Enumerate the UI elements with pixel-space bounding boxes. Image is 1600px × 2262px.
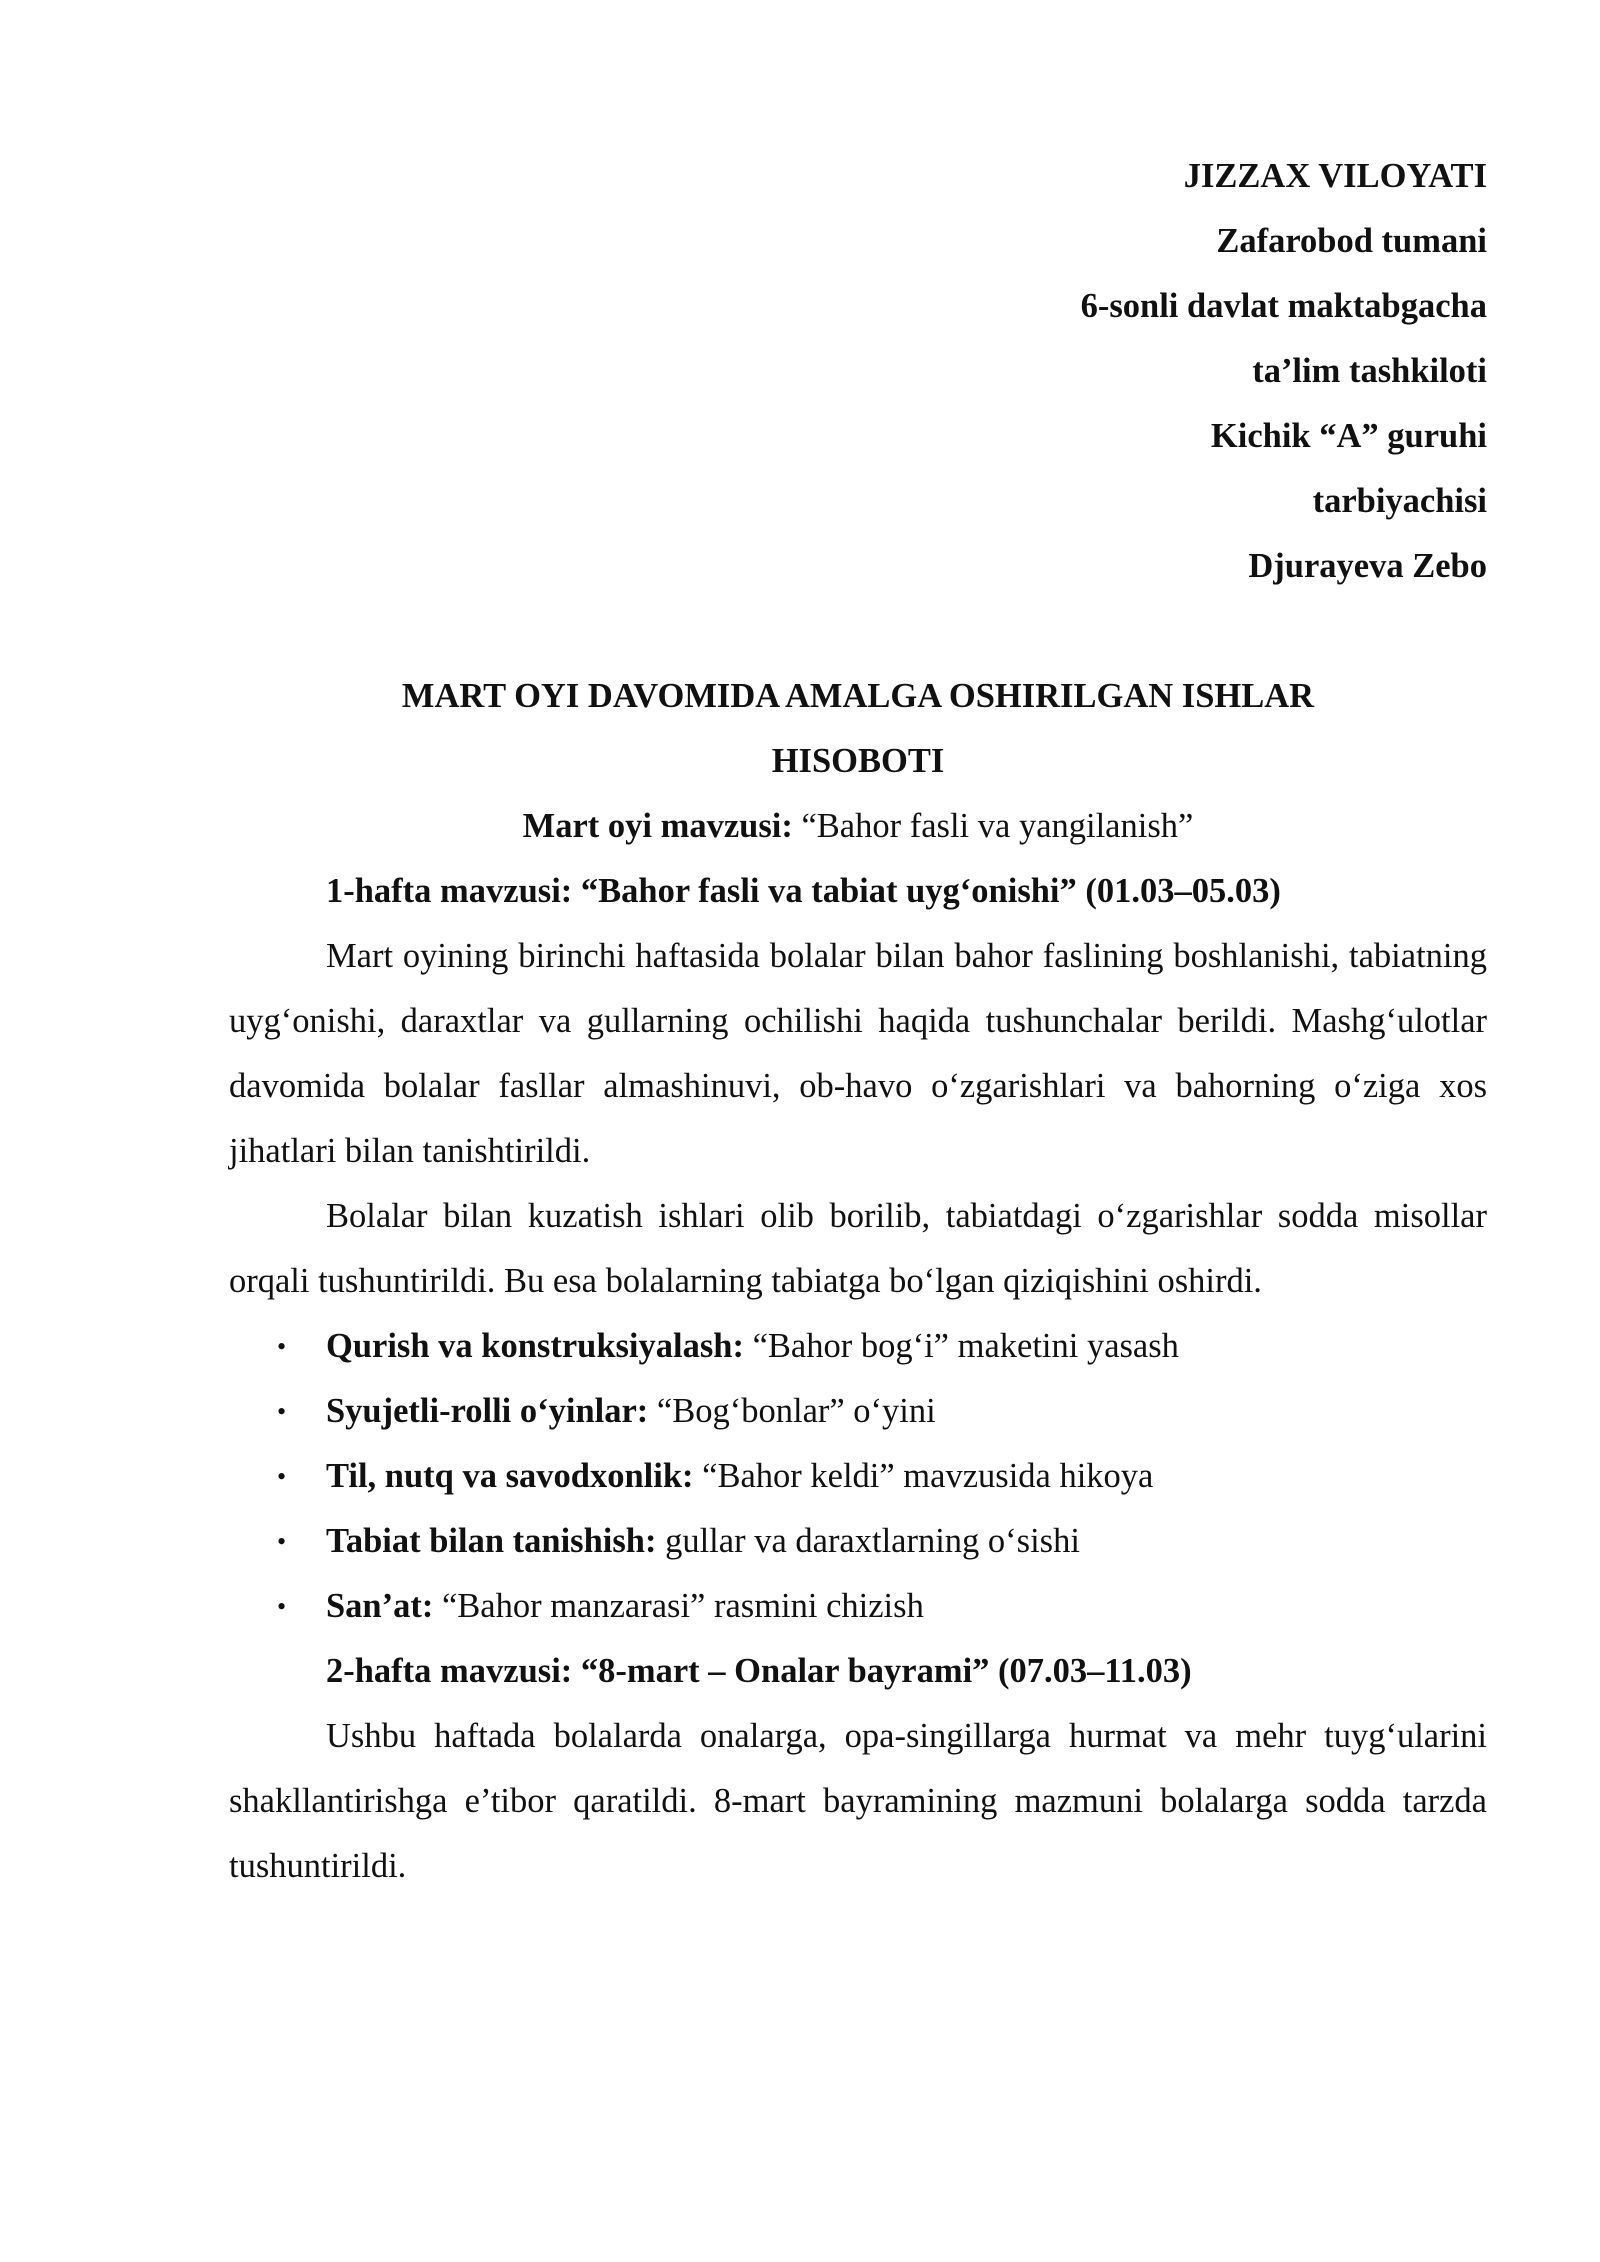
header-line-region: JIZZAX VILOYATI xyxy=(1183,157,1487,195)
bullet-icon: • xyxy=(277,1332,287,1361)
activity-item-nature xyxy=(229,1509,1487,1574)
week-1-paragraph-1: Mart oyining birinchi haftasida bolalar bilan bahor faslining boshlanishi, tabiatning uyg‘onishi, daraxtlar va gullarning ochilishi haqida tushunchalar berildi. Mashg‘ulotlar davomida bolalar fasllar almashinuvi, ob-havo o‘zgarishlari va bahorning o‘ziga xos jihatlari bilan tanishtirildi. xyxy=(229,937,1487,1170)
week-1-heading: 1-hafta mavzusi: “Bahor fasli va tabiat uyg‘onishi” (01.03–05.03) xyxy=(326,872,1281,910)
week-2-paragraph-1: Ushbu haftada bolalarda onalarga, opa-singillarga hurmat va mehr tuyg‘ularini shakllantirishga e’tibor qaratildi. 8-mart bayramining mazmuni bolalarga sodda tarzda tushuntirildi. xyxy=(229,1717,1487,1885)
month-theme-label: Mart oyi mavzusi: xyxy=(522,807,793,845)
activity-item-art xyxy=(229,1574,1487,1639)
document-page xyxy=(229,144,1487,1899)
activity-label: Qurish va konstruksiyalash: xyxy=(326,1327,744,1365)
activity-text: “Bahor keldi” mavzusida hikoya xyxy=(693,1457,1154,1495)
activity-label: Til, nutq va savodxonlik: xyxy=(326,1457,694,1495)
activity-item-language xyxy=(229,1444,1487,1509)
report-title xyxy=(229,664,1487,794)
activity-text: gullar va daraxtlarning o‘sishi xyxy=(656,1522,1080,1560)
week-1-paragraph-2: Bolalar bilan kuzatish ishlari olib borilib, tabiatdagi o‘zgarishlar sodda misollar orqali tushuntirildi. Bu esa bolalarning tabiatga bo‘lgan qiziqishini oshirdi. xyxy=(229,1197,1487,1300)
activity-text: “Bahor manzarasi” rasmini chizish xyxy=(433,1587,924,1625)
activity-text: “Bahor bog‘i” maketini yasash xyxy=(743,1327,1179,1365)
activity-list xyxy=(229,1314,1487,1639)
header-line-author: Djurayeva Zebo xyxy=(1248,547,1487,585)
header-line-district: Zafarobod tumani xyxy=(1216,222,1487,260)
bullet-icon: • xyxy=(277,1592,287,1621)
header-line-group: Kichik “A” guruhi xyxy=(1210,417,1487,455)
bullet-icon: • xyxy=(277,1527,287,1556)
month-theme-value: “Bahor fasli va yangilanish” xyxy=(792,807,1194,845)
report-title-line-2: HISOBOTI xyxy=(771,742,945,780)
activity-text: “Bog‘bonlar” o‘yini xyxy=(648,1392,936,1430)
header-line-organization: ta’lim tashkiloti xyxy=(1252,352,1487,390)
activity-label: Tabiat bilan tanishish: xyxy=(326,1522,657,1560)
institution-header xyxy=(229,144,1487,599)
activity-item-role-play xyxy=(229,1379,1487,1444)
report-title-line-1: MART OYI DAVOMIDA AMALGA OSHIRILGAN ISHLAR xyxy=(401,677,1315,715)
week-2-heading: 2-hafta mavzusi: “8-mart – Onalar bayrami” (07.03–11.03) xyxy=(326,1652,1192,1690)
header-line-position: tarbiyachisi xyxy=(1312,482,1487,520)
activity-item-construction xyxy=(229,1314,1487,1379)
activity-label: San’at: xyxy=(326,1587,434,1625)
header-line-school: 6-sonli davlat maktabgacha xyxy=(1080,287,1487,325)
month-theme xyxy=(229,794,1487,859)
bullet-icon: • xyxy=(277,1397,287,1426)
activity-label: Syujetli-rolli o‘yinlar: xyxy=(326,1392,649,1430)
bullet-icon: • xyxy=(277,1462,287,1491)
